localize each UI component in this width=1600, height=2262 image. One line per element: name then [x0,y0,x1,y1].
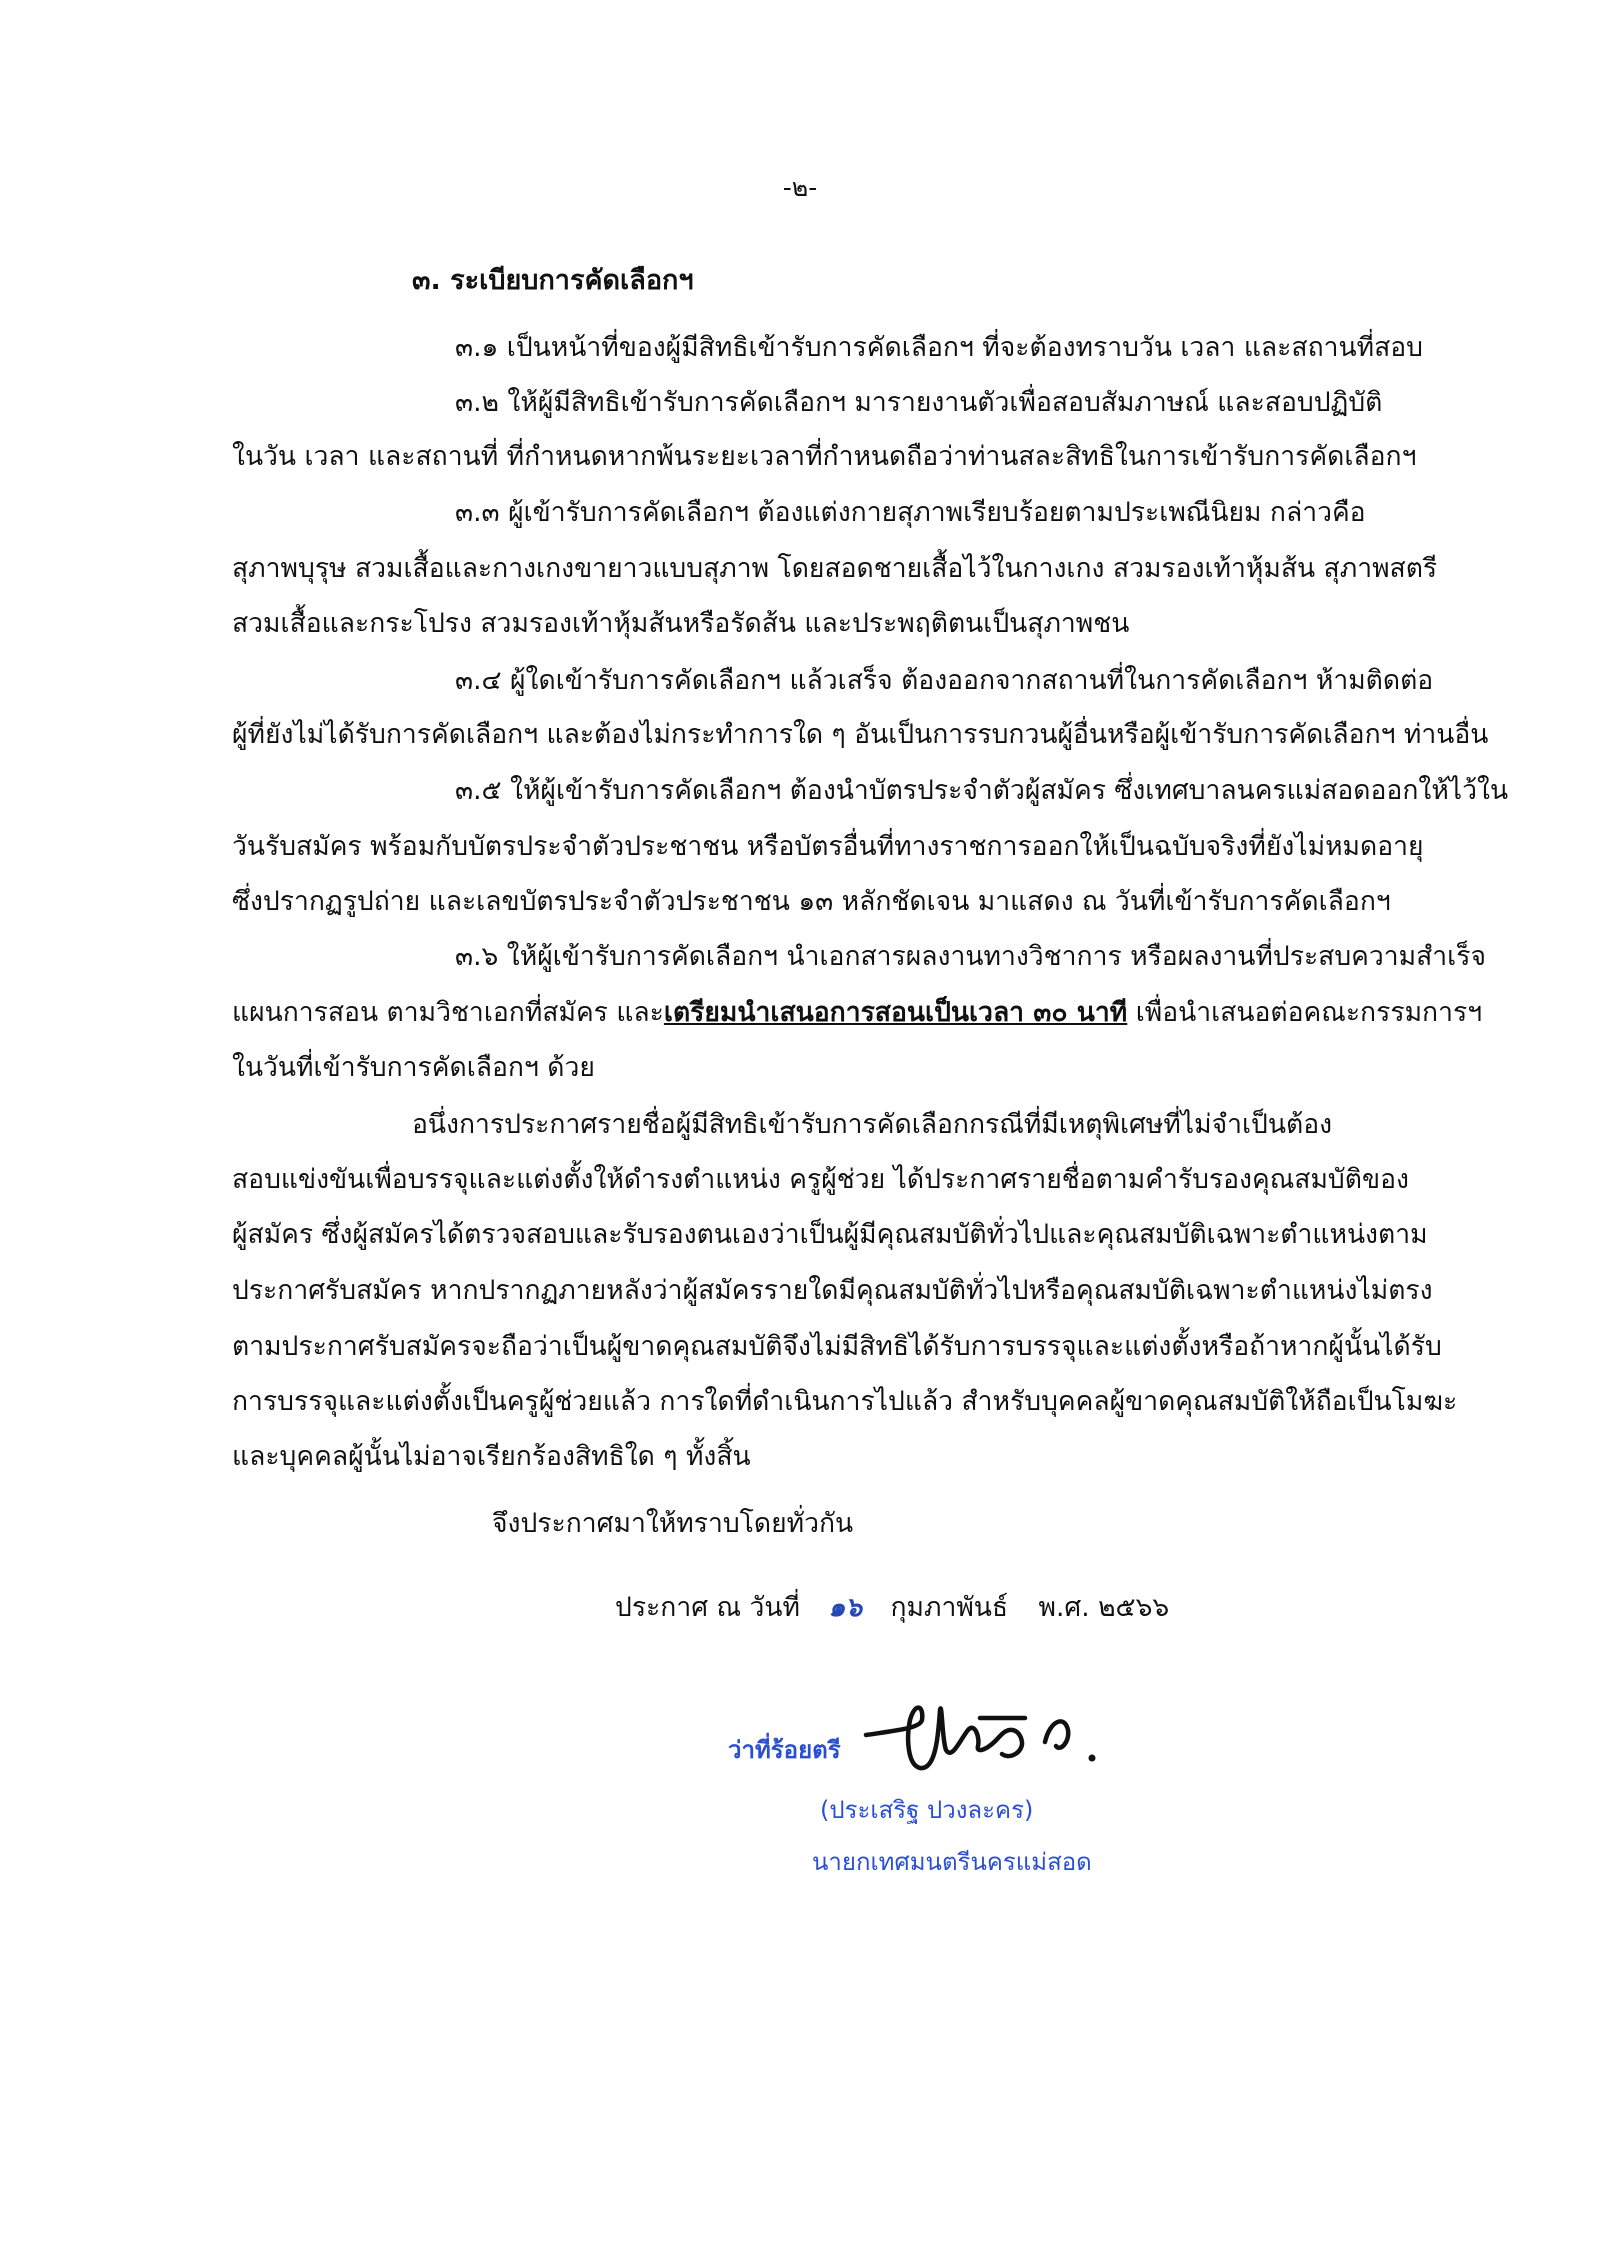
notice-line-7: และบุคคลผู้นั้นไม่อาจเรียกร้องสิทธิใด ๆ ทั้งสิ้น [232,1441,751,1472]
clause-3-6-cont-1 [232,997,1483,1028]
date-prefix: ประกาศ ณ วันที่ [615,1592,800,1623]
notice-line-5: ตามประกาศรับสมัครจะถือว่าเป็นผู้ขาดคุณสมบัติจึงไม่มีสิทธิได้รับการบรรจุและแต่งตั้งหรือถ้าหากผู้นั้นได้รับ [232,1331,1442,1362]
clause-3-2: ๓.๒ ให้ผู้มีสิทธิเข้ารับการคัดเลือกฯ มารายงานตัวเพื่อสอบสัมภาษณ์ และสอบปฏิบัติ [455,387,1383,418]
date-day: ๑๖ [828,1592,863,1623]
clause-3-6: ๓.๖ ให้ผู้เข้ารับการคัดเลือกฯ นำเอกสารผลงานทางวิชาการ หรือผลงานที่ประสบความสำเร็จ [455,941,1487,972]
notice-line-6: การบรรจุและแต่งตั้งเป็นครูผู้ช่วยแล้ว การใดที่ดำเนินการไปแล้ว สำหรับบุคคลผู้ขาดคุณสมบัติให้ถือเป็นโมฆะ [232,1386,1458,1417]
signatory-position: นายกเทศมนตรีนครแม่สอด [812,1848,1092,1876]
clause-3-6-text-a: แผนการสอน ตามวิชาเอกที่สมัคร และ [232,997,664,1028]
section-heading: ๓. ระเบียบการคัดเลือกฯ [412,265,694,296]
page-number: -๒- [782,173,818,202]
clause-3-5-cont-2: ซึ่งปรากฏรูปถ่าย และเลขบัตรประจำตัวประชาชน ๑๓ หลักชัดเจน มาแสดง ณ วันที่เข้ารับการคัดเลือกฯ [232,886,1391,917]
announcement-date [615,1586,1169,1628]
clause-3-3-cont-1: สุภาพบุรุษ สวมเสื้อและกางเกงขายาวแบบสุภาพ โดยสอดชายเสื้อไว้ในกางเกง สวมรองเท้าหุ้มส้น สุภาพสตรี [232,553,1438,584]
clause-3-4-cont: ผู้ที่ยังไม่ได้รับการคัดเลือกฯ และต้องไม่กระทำการใด ๆ อันเป็นการรบกวนผู้อื่นหรือผู้เข้ารับการคัดเลือกฯ ท่านอื่น [232,719,1489,750]
notice-line-1: อนึ่งการประกาศรายชื่อผู้มีสิทธิเข้ารับการคัดเลือกกรณีที่มีเหตุพิเศษที่ไม่จำเป็นต้อง [412,1109,1333,1140]
date-month: กุมภาพันธ์ [890,1592,1009,1623]
closing-statement: จึงประกาศมาให้ทราบโดยทั่วกัน [492,1508,854,1539]
clause-3-4: ๓.๔ ผู้ใดเข้ารับการคัดเลือกฯ แล้วเสร็จ ต้องออกจากสถานที่ในการคัดเลือกฯ ห้ามติดต่อ [455,665,1434,696]
clause-3-6-emphasis: เตรียมนำเสนอการสอนเป็นเวลา ๓๐ นาที [663,997,1128,1028]
signatory-name: (ประเสริฐ ปวงละคร) [820,1796,1034,1824]
notice-line-2: สอบแข่งขันเพื่อบรรจุและแต่งตั้งให้ดำรงตำแหน่ง ครูผู้ช่วย ได้ประกาศรายชื่อตามคำรับรองคุณสมบัติของ [232,1164,1409,1195]
clause-3-3: ๓.๓ ผู้เข้ารับการคัดเลือกฯ ต้องแต่งกายสุภาพเรียบร้อยตามประเพณีนิยม กล่าวคือ [455,497,1366,528]
handwritten-signature [860,1680,1130,1790]
notice-line-3: ผู้สมัคร ซึ่งผู้สมัครได้ตรวจสอบและรับรองตนเองว่าเป็นผู้มีคุณสมบัติทั่วไปและคุณสมบัติเฉพาะตำแหน่งตาม [232,1219,1428,1250]
date-year: พ.ศ. ๒๕๖๖ [1038,1592,1170,1623]
clause-3-5: ๓.๕ ให้ผู้เข้ารับการคัดเลือกฯ ต้องนำบัตรประจำตัวผู้สมัคร ซึ่งเทศบาลนครแม่สอดออกให้ไว้ใน [455,775,1509,806]
clause-3-3-cont-2: สวมเสื้อและกระโปรง สวมรองเท้าหุ้มส้นหรือรัดส้น และประพฤติตนเป็นสุภาพชน [232,608,1130,639]
notice-line-4: ประกาศรับสมัคร หากปรากฏภายหลังว่าผู้สมัครรายใดมีคุณสมบัติทั่วไปหรือคุณสมบัติเฉพาะตำแหน่งไม่ตรง [232,1275,1433,1306]
signatory-rank: ว่าที่ร้อยตรี [728,1736,841,1764]
clause-3-2-cont: ในวัน เวลา และสถานที่ ที่กำหนดหากพ้นระยะเวลาที่กำหนดถือว่าท่านสละสิทธิในการเข้ารับการคัดเลือกฯ [232,441,1417,472]
clause-3-5-cont-1: วันรับสมัคร พร้อมกับบัตรประจำตัวประชาชน หรือบัตรอื่นที่ทางราชการออกให้เป็นฉบับจริงที่ยังไม่หมดอายุ [232,831,1424,862]
clause-3-6-cont-2: ในวันที่เข้ารับการคัดเลือกฯ ด้วย [232,1052,595,1083]
clause-3-1: ๓.๑ เป็นหน้าที่ของผู้มีสิทธิเข้ารับการคัดเลือกฯ ที่จะต้องทราบวัน เวลา และสถานที่สอบ [455,332,1424,363]
clause-3-6-text-c: เพื่อนำเสนอต่อคณะกรรมการฯ [1127,997,1483,1028]
